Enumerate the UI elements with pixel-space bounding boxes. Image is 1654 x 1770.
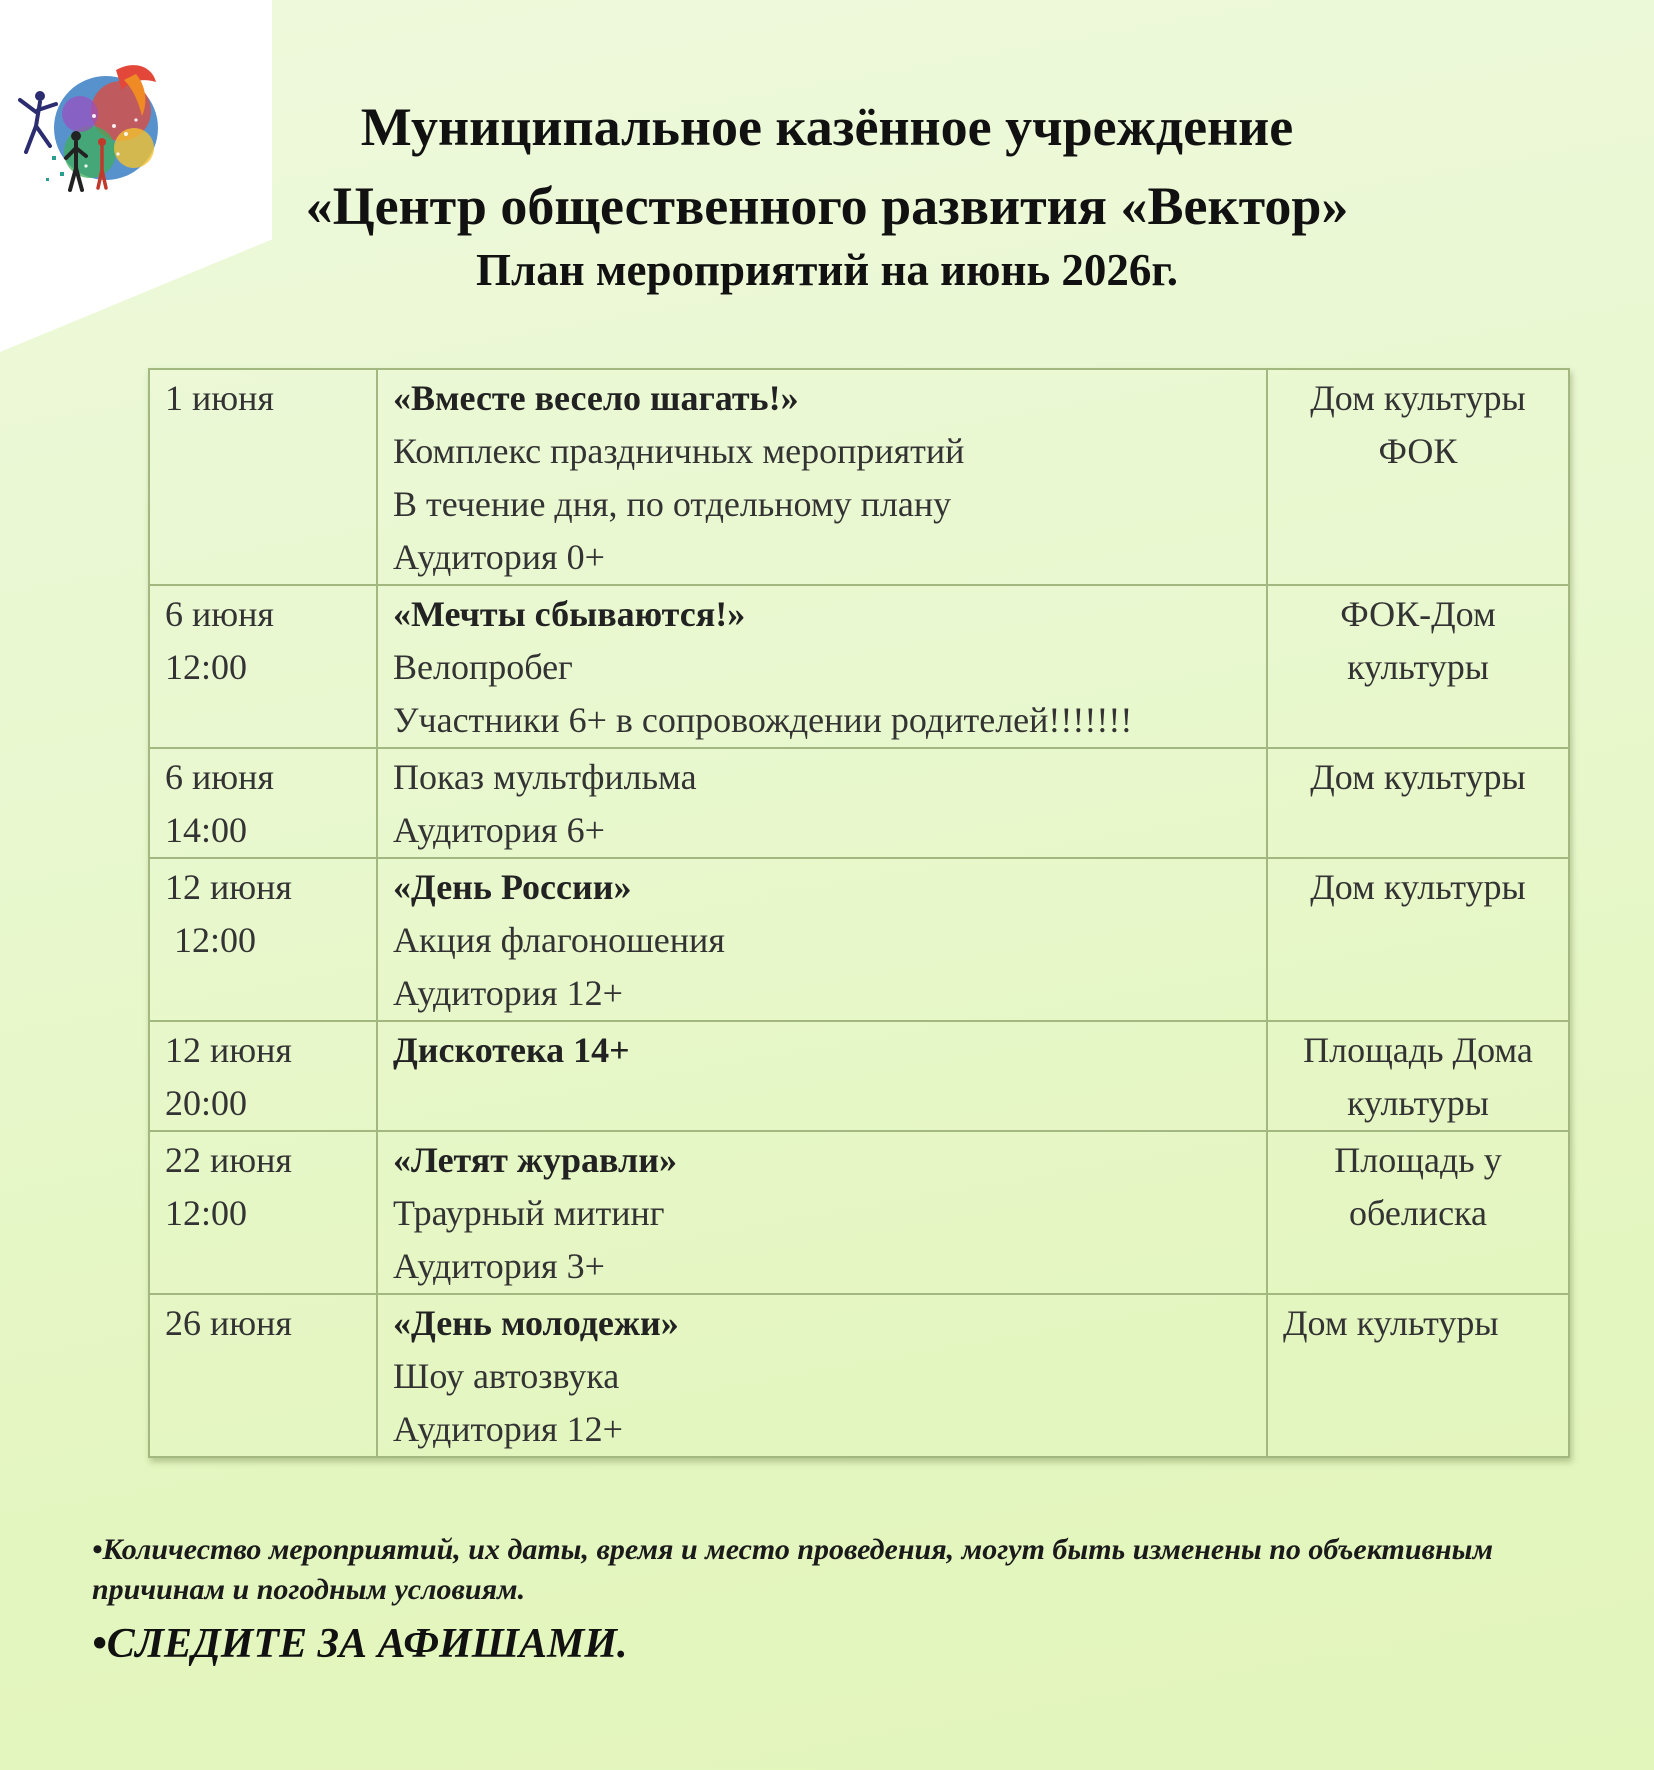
page-header [200, 92, 1454, 298]
event-place-cell [1267, 585, 1569, 748]
event-place: Дом культуры [1310, 867, 1526, 907]
event-description-cell [377, 1131, 1267, 1294]
event-date-cell [149, 1021, 377, 1131]
event-place: Дом культуры [1310, 378, 1526, 418]
events-table [148, 368, 1570, 1458]
event-description-cell [377, 858, 1267, 1021]
event-row [149, 1021, 1569, 1131]
event-place-cell [1267, 858, 1569, 1021]
event-detail: Аудитория 3+ [393, 1246, 605, 1286]
organization-name: «Центр общественного развития «Вектор» [305, 176, 1349, 236]
event-date-cell [149, 1131, 377, 1294]
disclaimer-note: •Количество мероприятий, их даты, время и место проведения, могут быть изменены по объективным причинам и погодным условиям. [92, 1533, 1493, 1606]
event-description-cell [377, 1021, 1267, 1131]
event-date: 12 июня [165, 867, 292, 907]
event-detail: Аудитория 12+ [393, 1409, 623, 1449]
event-detail: Показ мультфильма [393, 757, 697, 797]
event-date-cell [149, 369, 377, 585]
organization-type: Муниципальное казённое учреждение [360, 97, 1294, 157]
event-place: ФОК-Дом [1340, 594, 1496, 634]
event-detail: Велопробег [393, 647, 573, 687]
event-place: Дом культуры [1310, 757, 1526, 797]
event-row [149, 1131, 1569, 1294]
event-detail: Участники 6+ в сопровождении родителей!!!!!!! [393, 700, 1133, 740]
event-date: 6 июня [165, 594, 274, 634]
event-detail: В течение дня, по отдельному плану [393, 484, 952, 524]
event-title: «Мечты сбываются!» [393, 594, 746, 634]
event-date-cell [149, 1294, 377, 1457]
event-place: Площадь у [1334, 1140, 1502, 1180]
event-title: «День России» [393, 867, 632, 907]
event-detail: Аудитория 12+ [393, 973, 623, 1013]
event-title: «Летят журавли» [393, 1140, 677, 1180]
event-place-cell [1267, 369, 1569, 585]
event-date: 6 июня [165, 757, 274, 797]
event-title: «Вместе весело шагать!» [393, 378, 799, 418]
event-place: культуры [1347, 1083, 1489, 1123]
event-description-cell [377, 1294, 1267, 1457]
event-time: 12:00 [165, 1193, 248, 1233]
event-row [149, 748, 1569, 858]
event-place: культуры [1347, 647, 1489, 687]
event-time: 14:00 [165, 810, 248, 850]
event-date-cell [149, 748, 377, 858]
event-title: Дискотека 14+ [393, 1030, 630, 1070]
event-date: 1 июня [165, 378, 274, 418]
dancers-logo-icon [6, 56, 166, 196]
event-detail: Шоу автозвука [393, 1356, 620, 1396]
event-detail: Акция флагоношения [393, 920, 725, 960]
event-description-cell [377, 369, 1267, 585]
plan-title: План мероприятий на июнь 2026г. [475, 245, 1179, 295]
event-place: ФОК [1378, 431, 1458, 471]
event-description-cell [377, 585, 1267, 748]
event-time: 12:00 [165, 920, 257, 960]
event-row [149, 858, 1569, 1021]
event-row [149, 369, 1569, 585]
event-place-cell [1267, 748, 1569, 858]
event-title: «День молодежи» [393, 1303, 679, 1343]
event-detail: Комплекс праздничных мероприятий [393, 431, 965, 471]
event-place: обелиска [1349, 1193, 1487, 1233]
event-detail: Аудитория 0+ [393, 537, 605, 577]
event-place: Площадь Дома [1303, 1030, 1533, 1070]
event-detail: Траурный митинг [393, 1193, 665, 1233]
event-place: Дом культуры [1283, 1303, 1499, 1343]
event-date-cell [149, 858, 377, 1021]
event-place-cell [1267, 1131, 1569, 1294]
event-row [149, 1294, 1569, 1457]
event-place-cell [1267, 1021, 1569, 1131]
event-date: 12 июня [165, 1030, 292, 1070]
event-date: 22 июня [165, 1140, 292, 1180]
event-description-cell [377, 748, 1267, 858]
event-time: 20:00 [165, 1083, 248, 1123]
event-row [149, 585, 1569, 748]
footer [92, 1530, 1572, 1674]
event-place-cell [1267, 1294, 1569, 1457]
event-date: 26 июня [165, 1303, 292, 1343]
event-detail: Аудитория 6+ [393, 810, 605, 850]
event-date-cell [149, 585, 377, 748]
event-time: 12:00 [165, 647, 248, 687]
call-to-action: •СЛЕДИТЕ ЗА АФИШАМИ. [92, 1621, 628, 1667]
